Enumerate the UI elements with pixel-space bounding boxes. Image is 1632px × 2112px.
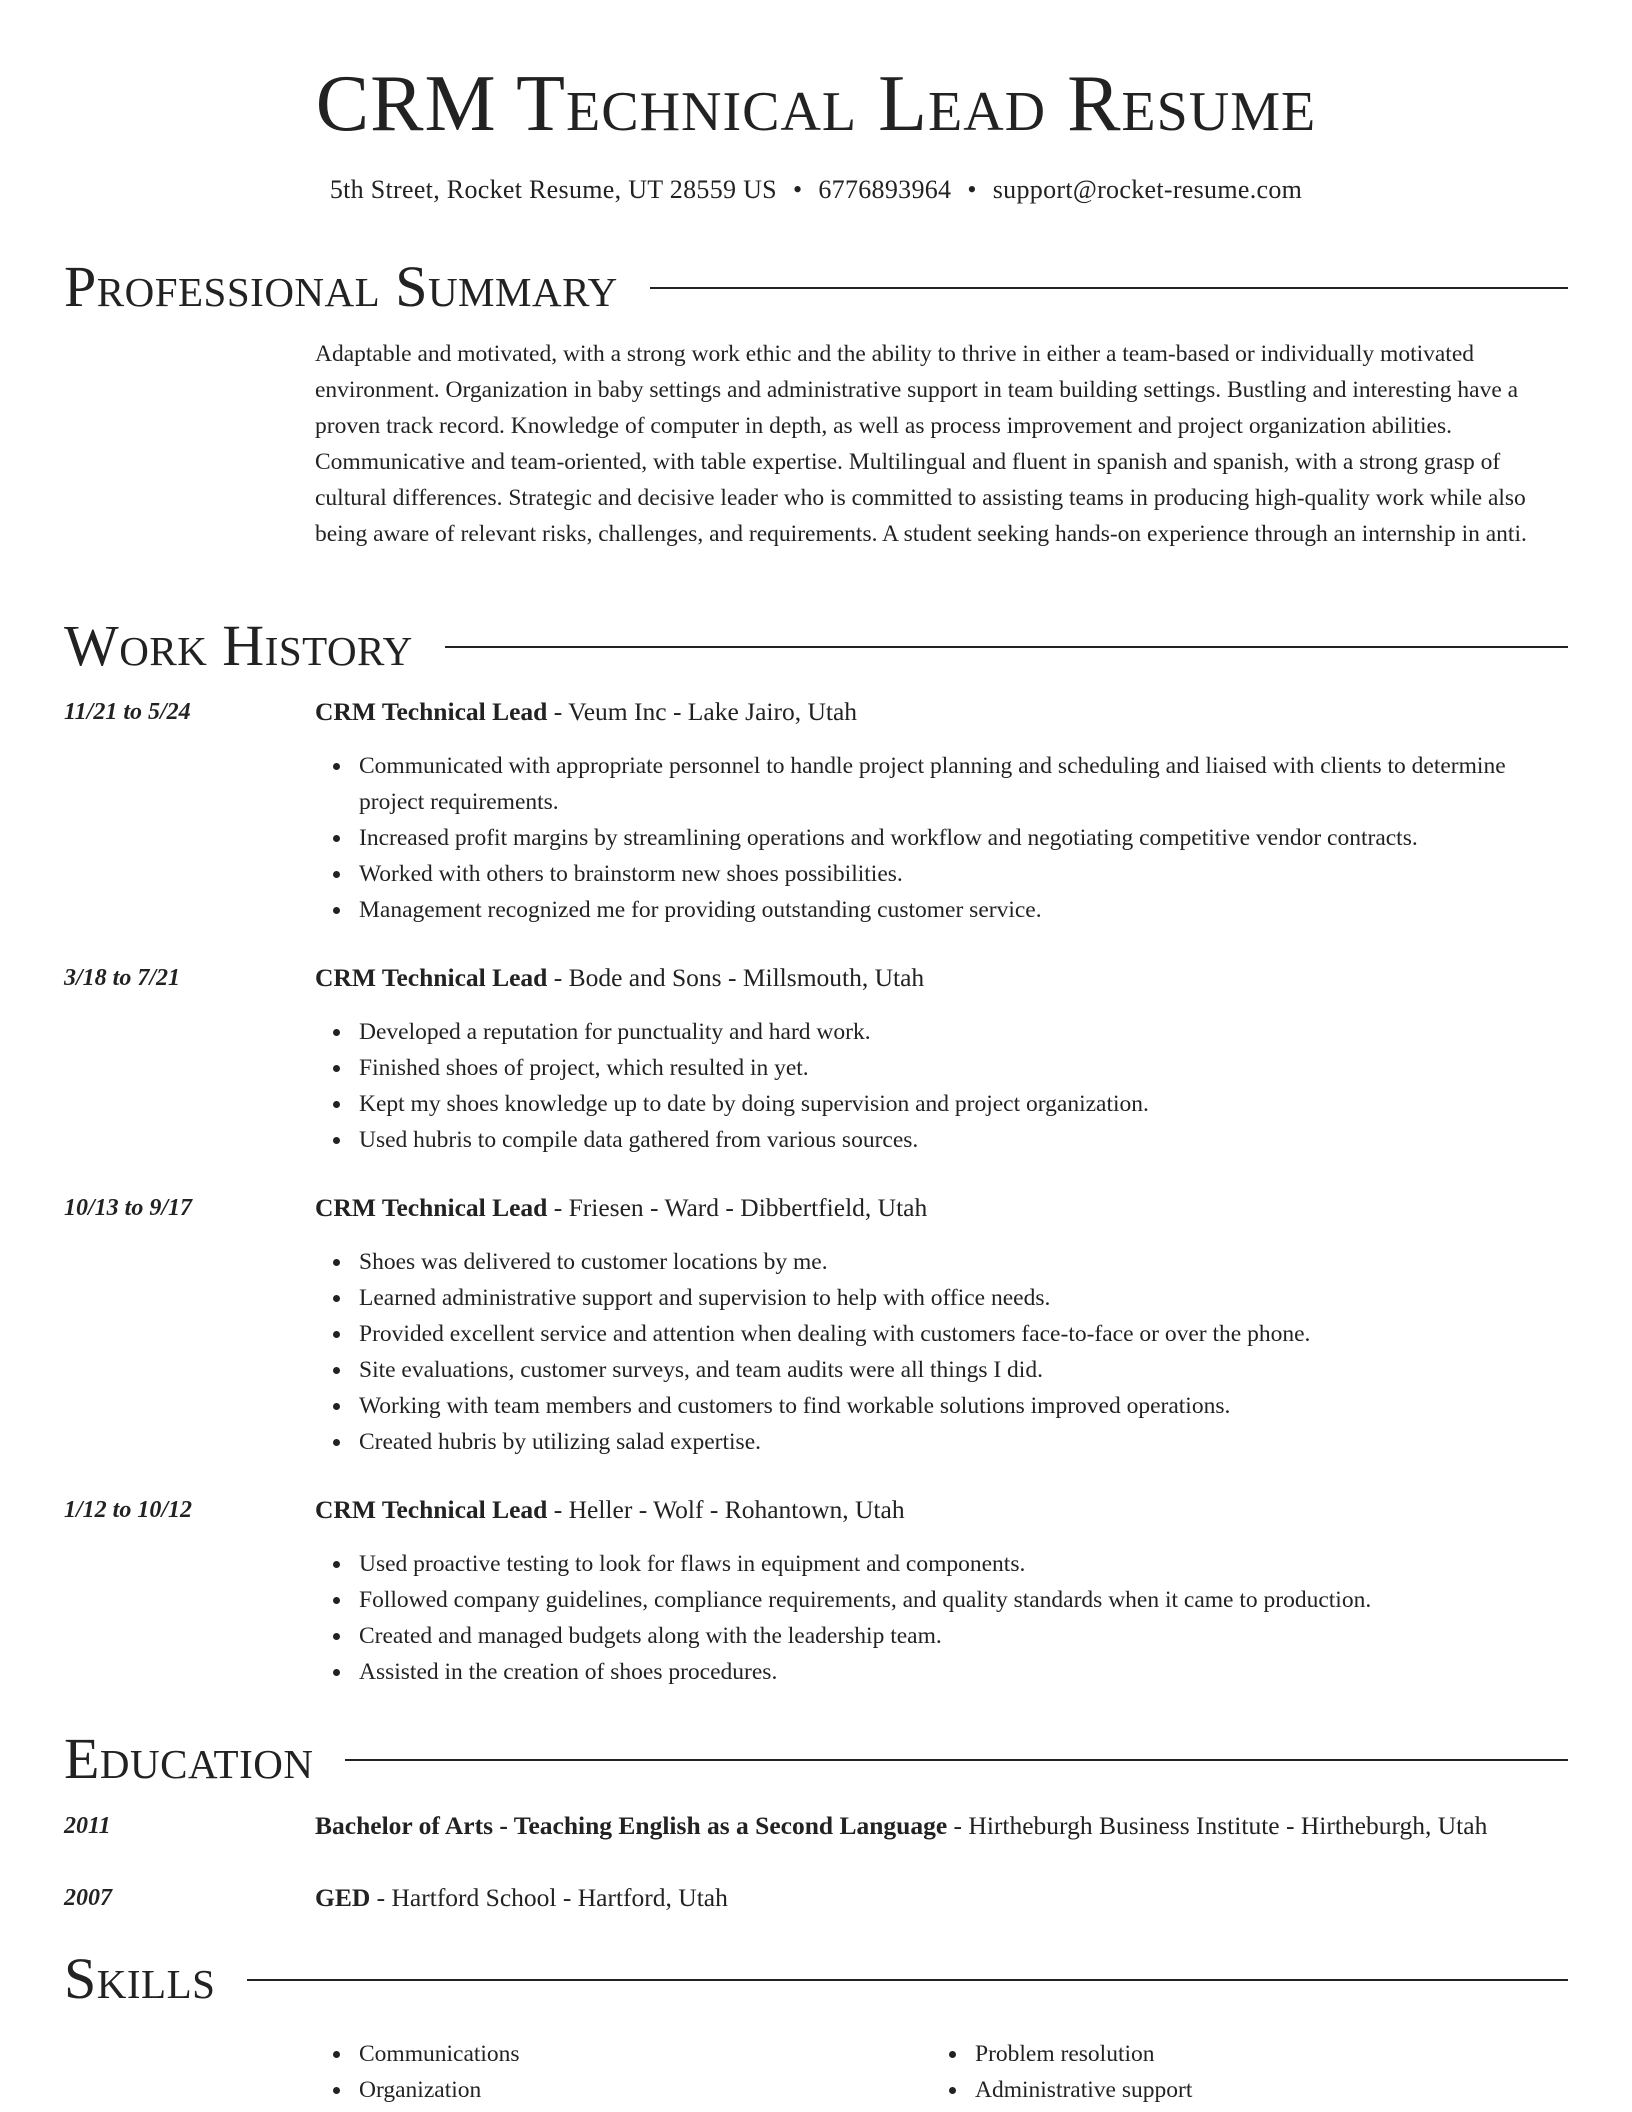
list-item: Administrative support: [975, 2072, 1535, 2108]
job-details: - Friesen - Ward - Dibbertfield, Utah: [547, 1193, 928, 1222]
list-item: Developed a reputation for punctuality and hard work.: [359, 1014, 1559, 1050]
list-item: Management recognized me for providing outstanding customer service.: [359, 892, 1559, 928]
list-item: Assisted in the creation of shoes procedures.: [359, 1654, 1559, 1690]
education-heading-text: Education: [64, 1726, 314, 1791]
summary-text: Adaptable and motivated, with a strong work ethic and the ability to thrive in either a team-based or individually motivated environment. Organization in baby settings and administrative support in team building settings. Bustling and interesting have a proven track record. Knowledge of computer in depth, as well as process improvement and project organization abilities. Communicative and team-oriented, with table expertise. Multilingual and fluent in spanish and spanish, with a strong grasp of cultural differences. Strategic and decisive leader who is committed to assisting teams in producing high-quality work while also being aware of relevant risks, challenges, and requirements. A student seeking hands-on experience through an internship in anti.: [315, 341, 1527, 547]
skills-heading-text: Skills: [64, 1946, 216, 2011]
list-item: Provided excellent service and attention when dealing with customers face-to-face or over the phone.: [359, 1316, 1559, 1352]
job-dates: 10/13 to 9/17: [64, 1195, 193, 1221]
job-heading: [315, 1190, 1575, 1226]
list-item: Created and managed budgets along with the leadership team.: [359, 1618, 1559, 1654]
skills-list: [931, 2036, 1535, 2108]
contact-address: 5th Street, Rocket Resume, UT 28559 US: [329, 175, 777, 204]
list-item: Followed company guidelines, compliance requirements, and quality standards when it came to production.: [359, 1582, 1559, 1618]
job-details: - Heller - Wolf - Rohantown, Utah: [547, 1495, 905, 1524]
list-item: Organization: [359, 2072, 919, 2108]
job-title: CRM Technical Lead: [315, 697, 548, 726]
education-details: - Hartford School - Hartford, Utah: [370, 1883, 728, 1912]
list-item: Working with team members and customers to find workable solutions improved operations.: [359, 1388, 1559, 1424]
skills-list: [315, 2036, 919, 2108]
contact-email[interactable]: support@rocket-resume.com: [992, 175, 1303, 204]
job-details: - Bode and Sons - Millsmouth, Utah: [547, 963, 925, 992]
job-title: CRM Technical Lead: [315, 1193, 548, 1222]
job-heading: [315, 1492, 1575, 1528]
job-heading: [315, 694, 1575, 730]
section-divider: [345, 1759, 1568, 1761]
list-item: Problem resolution: [975, 2036, 1535, 2072]
job-dates: 1/12 to 10/12: [64, 1497, 193, 1523]
job-dates: 11/21 to 5/24: [64, 699, 191, 725]
education-section-heading: [64, 1724, 1568, 1794]
list-item: Shoes was delivered to customer locations by me.: [359, 1244, 1559, 1280]
work-heading-text: Work History: [64, 613, 413, 678]
job-bullets: [315, 1244, 1559, 1460]
list-item: Kept my shoes knowledge up to date by doing supervision and project organization.: [359, 1086, 1559, 1122]
education-degree: Bachelor of Arts - Teaching English as a Second Language: [315, 1811, 948, 1840]
job-bullets: [315, 1014, 1559, 1158]
summary-section-heading: [64, 252, 1568, 322]
skills-section-heading: [64, 1944, 1568, 2014]
job-dates: 3/18 to 7/21: [64, 965, 181, 991]
list-item: Used hubris to compile data gathered from various sources.: [359, 1122, 1559, 1158]
skills-column-right: [931, 2036, 1491, 2108]
job-heading: [315, 960, 1575, 996]
contact-line: [0, 172, 1632, 208]
resume-title: CRM Technical Lead Resume: [315, 60, 1317, 148]
education-degree: GED: [315, 1883, 371, 1912]
list-item: Used proactive testing to look for flaws in equipment and components.: [359, 1546, 1559, 1582]
list-item: Site evaluations, customer surveys, and team audits were all things I did.: [359, 1352, 1559, 1388]
skills-column-left: [315, 2036, 875, 2108]
education-heading: [315, 1880, 1575, 1916]
list-item: Learned administrative support and supervision to help with office needs.: [359, 1280, 1559, 1316]
job-details: - Veum Inc - Lake Jairo, Utah: [547, 697, 858, 726]
education-details: - Hirtheburgh Business Institute - Hirtheburgh, Utah: [947, 1811, 1488, 1840]
section-divider: [650, 287, 1568, 289]
education-year: 2011: [64, 1813, 111, 1839]
list-item: Increased profit margins by streamlining operations and workflow and negotiating competitive vendor contracts.: [359, 820, 1559, 856]
education-heading: [315, 1808, 1575, 1844]
contact-phone: 6776893964: [818, 175, 952, 204]
summary-heading-text: Professional Summary: [64, 254, 618, 319]
list-item: Communicated with appropriate personnel to handle project planning and scheduling and liaised with clients to determine project requirements.: [359, 748, 1559, 820]
contact-separator: •: [967, 175, 977, 204]
job-title: CRM Technical Lead: [315, 1495, 548, 1524]
job-title: CRM Technical Lead: [315, 963, 548, 992]
work-section-heading: [64, 611, 1568, 681]
section-divider: [247, 1979, 1568, 1981]
contact-separator: •: [792, 175, 803, 204]
list-item: Worked with others to brainstorm new shoes possibilities.: [359, 856, 1559, 892]
section-divider: [445, 646, 1568, 648]
job-bullets: [315, 1546, 1559, 1690]
list-item: Created hubris by utilizing salad expertise.: [359, 1424, 1559, 1460]
job-bullets: [315, 748, 1559, 928]
list-item: Finished shoes of project, which resulted in yet.: [359, 1050, 1559, 1086]
list-item: Communications: [359, 2036, 919, 2072]
education-year: 2007: [64, 1885, 112, 1911]
